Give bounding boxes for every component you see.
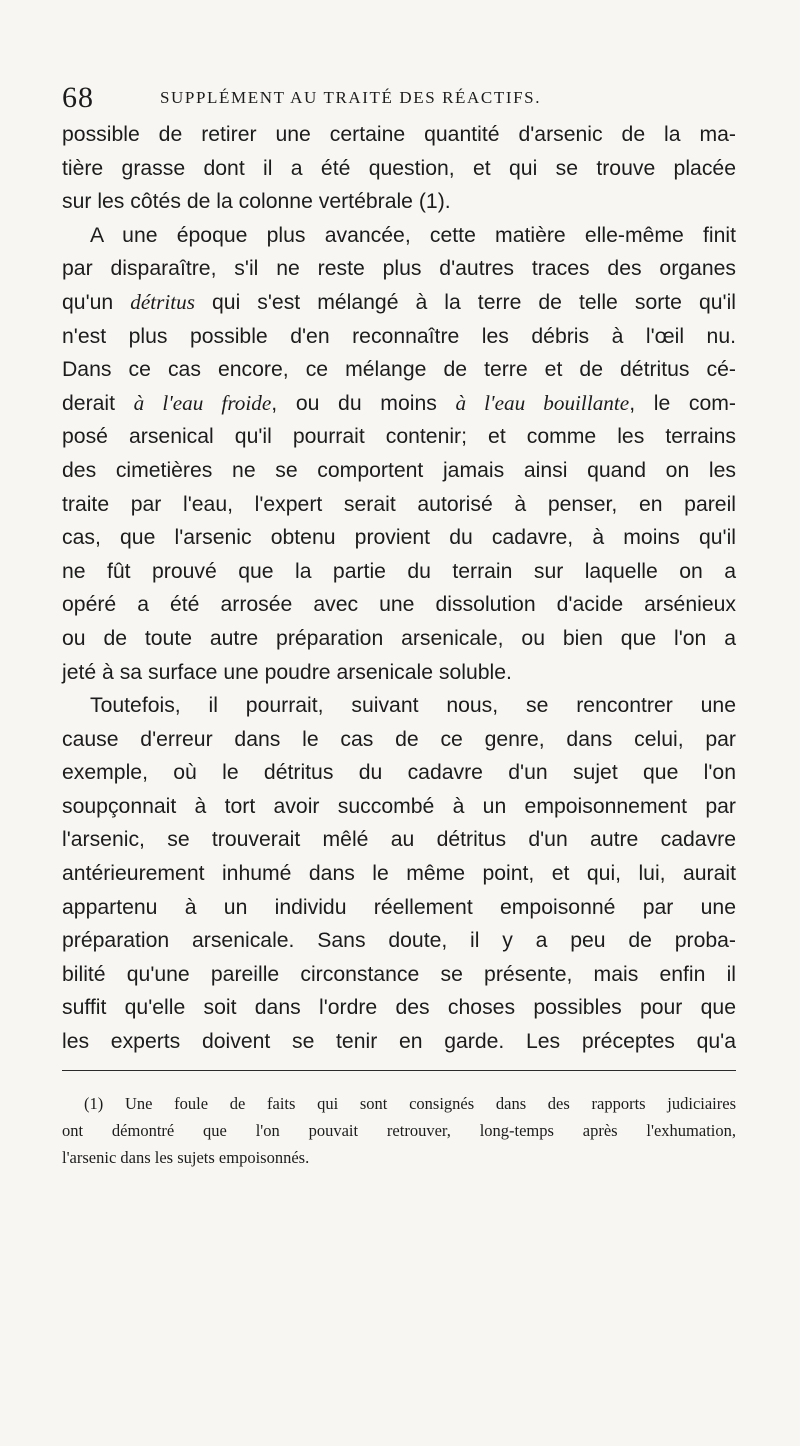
text-line: antérieurement inhumé dans le même point, et qui, lui, aurait	[62, 862, 736, 886]
text-line: jeté à sa surface une poudre arsenicale soluble.	[62, 660, 512, 684]
footnote-divider	[62, 1070, 736, 1071]
text-line: appartenu à un individu réellement empoisonné par une	[62, 895, 736, 919]
text-line: soupçonnait à tort avoir succombé à un empoisonnement par	[62, 794, 736, 818]
text-segment: , le com-	[629, 391, 736, 415]
page-number: 68	[62, 81, 94, 114]
italic-term: à l'eau bouillante	[455, 390, 630, 415]
text-line: suffit qu'elle soit dans l'ordre des choses possibles pour que	[62, 996, 736, 1020]
text-line: cause d'erreur dans le cas de ce genre, dans celui, par	[62, 727, 736, 751]
footnote	[62, 1090, 736, 1171]
text-line: n'est plus possible d'en reconnaître les débris à l'œil nu.	[62, 324, 736, 348]
text-line	[62, 387, 736, 421]
text-segment: qui s'est mélangé à la terre de telle sorte qu'il	[212, 290, 737, 314]
text-segment: , ou du moins	[271, 391, 437, 415]
text-segment: qu'un	[62, 290, 114, 314]
text-line: ou de toute autre préparation arsenicale, ou bien que l'on a	[62, 626, 736, 650]
text-line: possible de retirer une certaine quantité d'arsenic de la ma-	[62, 123, 736, 146]
text-line: les experts doivent se tenir en garde. Les préceptes qu'a	[62, 1030, 736, 1054]
text-line: bilité qu'une pareille circonstance se présente, mais enfin il	[62, 962, 736, 986]
text-line: ne fût prouvé que la partie du terrain sur laquelle on a	[62, 559, 736, 583]
text-line: cas, que l'arsenic obtenu provient du cadavre, à moins qu'il	[62, 526, 736, 550]
text-line: traite par l'eau, l'expert serait autorisé à penser, en pareil	[62, 492, 736, 516]
text-line: Dans ce cas encore, ce mélange de terre et de détritus cé-	[62, 358, 736, 382]
italic-term: détritus	[130, 289, 195, 314]
footnote-line: ont démontré que l'on pouvait retrouver, long-temps après l'exhumation,	[62, 1121, 736, 1140]
text-line: exemple, où le détritus du cadavre d'un sujet que l'on	[62, 761, 736, 785]
text-line: des cimetières ne se comportent jamais ainsi quand on les	[62, 458, 736, 482]
footnote-line: l'arsenic dans les sujets empoisonnés.	[62, 1148, 310, 1167]
italic-term: à l'eau froide	[133, 390, 272, 415]
text-line: posé arsenical qu'il pourrait contenir; et comme les terrains	[62, 425, 736, 449]
footnote-line: (1) Une foule de faits qui sont consignés dans des rapports judiciaires	[84, 1094, 736, 1113]
running-title: SUPPLÉMENT AU TRAITÉ DES RÉACTIFS.	[160, 88, 542, 107]
text-line: préparation arsenicale. Sans doute, il y a peu de proba-	[62, 929, 736, 953]
text-line	[62, 286, 736, 320]
text-line: opéré a été arrosée avec une dissolution d'acide arsénieux	[62, 593, 736, 617]
text-line: par disparaître, s'il ne reste plus d'autres traces des organes	[62, 257, 736, 281]
text-line: sur les côtés de la colonne vertébrale (1).	[62, 190, 451, 214]
page-header	[62, 78, 722, 118]
text-line: tière grasse dont il a été question, et qui se trouve placée	[62, 156, 736, 180]
text-line: Toutefois, il pourrait, suivant nous, se rencontrer une	[90, 694, 736, 718]
text-line: l'arsenic, se trouverait mêlé au détritus d'un autre cadavre	[62, 828, 736, 852]
text-line: A une époque plus avancée, cette matière elle-même finit	[90, 223, 736, 247]
text-segment: derait	[62, 391, 115, 415]
main-text	[62, 118, 736, 1059]
